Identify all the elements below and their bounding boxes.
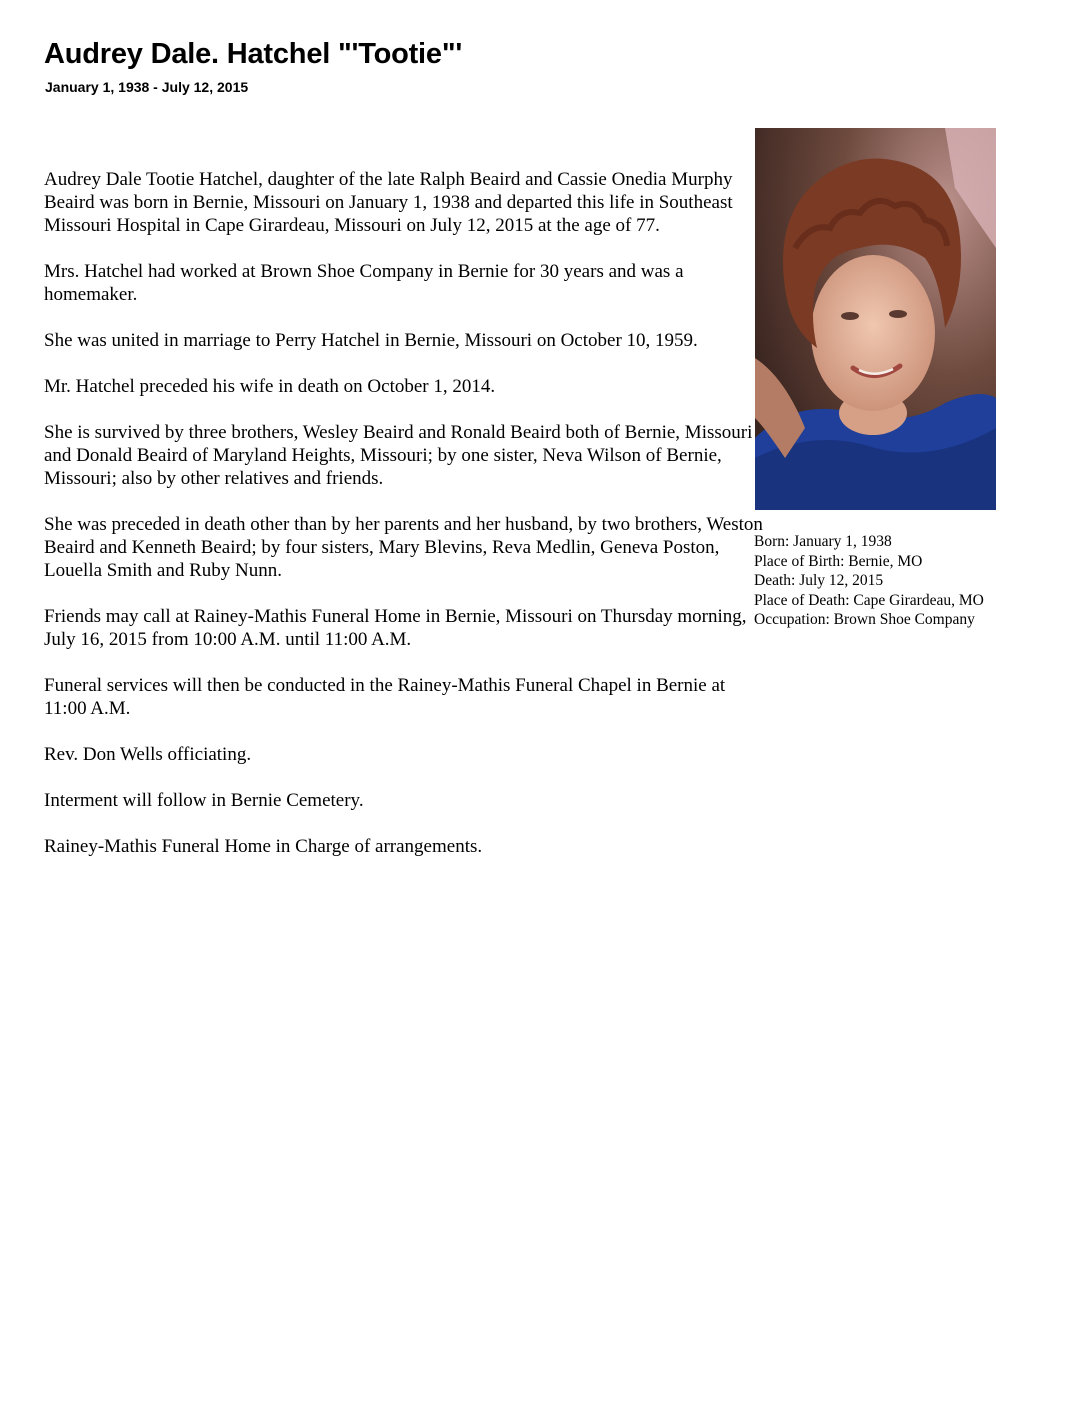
life-dates: January 1, 1938 - July 12, 2015 [45, 79, 249, 95]
obituary-title: Audrey Dale. Hatchel "'Tootie"' [44, 38, 463, 70]
fact-place-of-birth: Place of Birth: Bernie, MO [754, 552, 923, 570]
portrait-image [755, 128, 996, 510]
obituary-paragraph: Funeral services will then be conducted in the Rainey-Mathis Funeral Chapel in Bernie at 11:00 A.M. [44, 675, 726, 719]
obituary-paragraph: Friends may call at Rainey-Mathis Funeral Home in Bernie, Missouri on Thursday morning, July 16, 2015 from 10:00 A.M. until 11:00 A.M. [44, 606, 747, 650]
obituary-paragraph: She was united in marriage to Perry Hatchel in Bernie, Missouri on October 10, 1959. [44, 330, 698, 351]
fact-place-of-death: Place of Death: Cape Girardeau, MO [754, 591, 984, 609]
obituary-paragraph: Mrs. Hatchel had worked at Brown Shoe Company in Bernie for 30 years and was a homemaker. [44, 261, 684, 305]
obituary-paragraph: She is survived by three brothers, Wesley Beaird and Ronald Beaird both of Bernie, Missouri and Donald Beaird of Maryland Heights, Missouri; by one sister, Neva Wilson of Bernie, Missouri; also by other relatives and friends. [44, 422, 753, 489]
obituary-paragraph: Mr. Hatchel preceded his wife in death on October 1, 2014. [44, 376, 496, 397]
obituary-body [44, 168, 764, 881]
obituary-paragraph: She was preceded in death other than by her parents and her husband, by two brothers, Weston Beaird and Kenneth Beaird; by four sisters, Mary Blevins, Reva Medlin, Geneva Poston, Louella Smith and Ruby Nunn. [44, 514, 763, 581]
obituary-paragraph: Rainey-Mathis Funeral Home in Charge of arrangements. [44, 836, 483, 857]
vital-facts [754, 532, 994, 630]
fact-occupation: Occupation: Brown Shoe Company [754, 611, 975, 628]
fact-born: Born: January 1, 1938 [754, 533, 892, 550]
portrait-photo [755, 128, 996, 510]
obituary-paragraph: Audrey Dale Tootie Hatchel, daughter of the late Ralph Beaird and Cassie Onedia Murphy Beaird was born in Bernie, Missouri on January 1, 1938 and departed this life in Southeast Missouri Hospital in Cape Girardeau, Missouri on July 12, 2015 at the age of 77. [44, 169, 733, 236]
fact-death: Death: July 12, 2015 [754, 572, 884, 589]
obituary-paragraph: Rev. Don Wells officiating. [44, 744, 252, 765]
obituary-paragraph: Interment will follow in Bernie Cemetery. [44, 790, 364, 811]
photo-eye-right [889, 310, 907, 318]
photo-eye-left [841, 312, 859, 320]
photo-face [811, 255, 935, 411]
